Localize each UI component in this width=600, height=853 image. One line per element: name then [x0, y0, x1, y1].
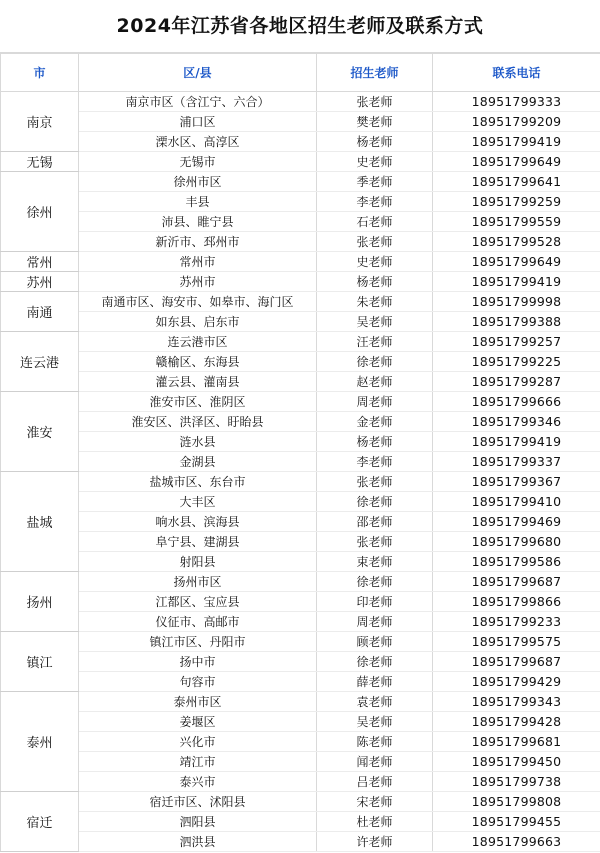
teacher-cell: 杜老师	[317, 812, 433, 832]
city-cell: 淮安	[1, 392, 79, 472]
table-row	[1, 572, 600, 592]
teacher-cell: 徐老师	[317, 352, 433, 372]
phone-cell: 18951799649	[433, 252, 600, 272]
table-row	[1, 372, 600, 392]
teacher-cell: 袁老师	[317, 692, 433, 712]
phone-cell: 18951799419	[433, 432, 600, 452]
district-cell: 泗阳县	[79, 812, 317, 832]
district-cell: 江都区、宝应县	[79, 592, 317, 612]
phone-cell: 18951799337	[433, 452, 600, 472]
table-row	[1, 772, 600, 792]
teacher-cell: 张老师	[317, 232, 433, 252]
table-row	[1, 412, 600, 432]
city-cell: 镇江	[1, 632, 79, 692]
table-row	[1, 452, 600, 472]
phone-cell: 18951799687	[433, 572, 600, 592]
city-cell: 徐州	[1, 172, 79, 252]
district-cell: 姜堰区	[79, 712, 317, 732]
teacher-cell: 束老师	[317, 552, 433, 572]
district-cell: 丰县	[79, 192, 317, 212]
phone-cell: 18951799998	[433, 292, 600, 312]
phone-cell: 18951799649	[433, 152, 600, 172]
table-row	[1, 212, 600, 232]
district-cell: 金湖县	[79, 452, 317, 472]
district-cell: 射阳县	[79, 552, 317, 572]
district-cell: 常州市	[79, 252, 317, 272]
table-row	[1, 512, 600, 532]
table-row	[1, 192, 600, 212]
teacher-cell: 季老师	[317, 172, 433, 192]
table-row	[1, 152, 600, 172]
table-row	[1, 92, 600, 112]
district-cell: 镇江市区、丹阳市	[79, 632, 317, 652]
teacher-cell: 吕老师	[317, 772, 433, 792]
table-body	[1, 92, 600, 852]
header-teacher: 招生老师	[317, 54, 433, 92]
district-cell: 泰兴市	[79, 772, 317, 792]
teacher-cell: 汪老师	[317, 332, 433, 352]
phone-cell: 18951799346	[433, 412, 600, 432]
table-row	[1, 592, 600, 612]
city-cell: 宿迁	[1, 792, 79, 852]
phone-cell: 18951799663	[433, 832, 600, 852]
teacher-cell: 金老师	[317, 412, 433, 432]
table-row	[1, 712, 600, 732]
district-cell: 赣榆区、东海县	[79, 352, 317, 372]
district-cell: 淮安区、洪泽区、盱眙县	[79, 412, 317, 432]
teacher-cell: 吴老师	[317, 312, 433, 332]
district-cell: 盐城市区、东台市	[79, 472, 317, 492]
phone-cell: 18951799680	[433, 532, 600, 552]
district-cell: 徐州市区	[79, 172, 317, 192]
teacher-cell: 杨老师	[317, 432, 433, 452]
district-cell: 连云港市区	[79, 332, 317, 352]
teacher-cell: 张老师	[317, 472, 433, 492]
phone-cell: 18951799666	[433, 392, 600, 412]
teacher-cell: 张老师	[317, 92, 433, 112]
district-cell: 宿迁市区、沭阳县	[79, 792, 317, 812]
teacher-cell: 印老师	[317, 592, 433, 612]
teacher-cell: 石老师	[317, 212, 433, 232]
teacher-cell: 李老师	[317, 192, 433, 212]
city-cell: 苏州	[1, 272, 79, 292]
district-cell: 溧水区、高淳区	[79, 132, 317, 152]
teacher-cell: 徐老师	[317, 572, 433, 592]
city-cell: 泰州	[1, 692, 79, 792]
teacher-cell: 闻老师	[317, 752, 433, 772]
teacher-cell: 邵老师	[317, 512, 433, 532]
city-cell: 南通	[1, 292, 79, 332]
city-cell: 无锡	[1, 152, 79, 172]
phone-cell: 18951799559	[433, 212, 600, 232]
district-cell: 无锡市	[79, 152, 317, 172]
district-cell: 新沂市、邳州市	[79, 232, 317, 252]
phone-cell: 18951799428	[433, 712, 600, 732]
district-cell: 靖江市	[79, 752, 317, 772]
page-title: 2024年江苏省各地区招生老师及联系方式	[0, 0, 600, 53]
phone-cell: 18951799455	[433, 812, 600, 832]
phone-cell: 18951799209	[433, 112, 600, 132]
phone-cell: 18951799586	[433, 552, 600, 572]
phone-cell: 18951799367	[433, 472, 600, 492]
district-cell: 阜宁县、建湖县	[79, 532, 317, 552]
teacher-cell: 周老师	[317, 612, 433, 632]
table-row	[1, 832, 600, 852]
teacher-cell: 朱老师	[317, 292, 433, 312]
table-row	[1, 432, 600, 452]
district-cell: 沛县、睢宁县	[79, 212, 317, 232]
district-cell: 南京市区（含江宁、六合）	[79, 92, 317, 112]
district-cell: 南通市区、海安市、如皋市、海门区	[79, 292, 317, 312]
table-row	[1, 472, 600, 492]
teacher-cell: 薛老师	[317, 672, 433, 692]
table-row	[1, 492, 600, 512]
district-cell: 灌云县、灌南县	[79, 372, 317, 392]
table-row	[1, 632, 600, 652]
table-row	[1, 352, 600, 372]
phone-cell: 18951799808	[433, 792, 600, 812]
phone-cell: 18951799641	[433, 172, 600, 192]
phone-cell: 18951799450	[433, 752, 600, 772]
city-cell: 连云港	[1, 332, 79, 392]
district-cell: 句容市	[79, 672, 317, 692]
table-row	[1, 812, 600, 832]
district-cell: 泰州市区	[79, 692, 317, 712]
header-district: 区/县	[79, 54, 317, 92]
district-cell: 泗洪县	[79, 832, 317, 852]
teacher-cell: 史老师	[317, 252, 433, 272]
teacher-cell: 赵老师	[317, 372, 433, 392]
phone-cell: 18951799419	[433, 272, 600, 292]
district-cell: 仪征市、高邮市	[79, 612, 317, 632]
table-row	[1, 232, 600, 252]
teacher-cell: 许老师	[317, 832, 433, 852]
contact-table	[0, 53, 600, 852]
table-row	[1, 132, 600, 152]
table-row	[1, 692, 600, 712]
phone-cell: 18951799687	[433, 652, 600, 672]
district-cell: 涟水县	[79, 432, 317, 452]
teacher-cell: 史老师	[317, 152, 433, 172]
table-row	[1, 552, 600, 572]
table-row	[1, 292, 600, 312]
phone-cell: 18951799419	[433, 132, 600, 152]
phone-cell: 18951799738	[433, 772, 600, 792]
table-row	[1, 532, 600, 552]
teacher-cell: 杨老师	[317, 272, 433, 292]
teacher-cell: 徐老师	[317, 652, 433, 672]
teacher-cell: 周老师	[317, 392, 433, 412]
table-header-row	[1, 54, 600, 92]
city-cell: 南京	[1, 92, 79, 152]
phone-cell: 18951799259	[433, 192, 600, 212]
district-cell: 如东县、启东市	[79, 312, 317, 332]
teacher-cell: 李老师	[317, 452, 433, 472]
district-cell: 大丰区	[79, 492, 317, 512]
district-cell: 兴化市	[79, 732, 317, 752]
district-cell: 响水县、滨海县	[79, 512, 317, 532]
city-cell: 盐城	[1, 472, 79, 572]
phone-cell: 18951799388	[433, 312, 600, 332]
teacher-cell: 樊老师	[317, 112, 433, 132]
table-row	[1, 612, 600, 632]
phone-cell: 18951799287	[433, 372, 600, 392]
district-cell: 扬州市区	[79, 572, 317, 592]
table-row	[1, 732, 600, 752]
table-row	[1, 272, 600, 292]
city-cell: 常州	[1, 252, 79, 272]
phone-cell: 18951799681	[433, 732, 600, 752]
phone-cell: 18951799233	[433, 612, 600, 632]
phone-cell: 18951799866	[433, 592, 600, 612]
teacher-cell: 张老师	[317, 532, 433, 552]
table-row	[1, 312, 600, 332]
header-city: 市	[1, 54, 79, 92]
table-row	[1, 332, 600, 352]
table-row	[1, 392, 600, 412]
district-cell: 扬中市	[79, 652, 317, 672]
phone-cell: 18951799469	[433, 512, 600, 532]
teacher-cell: 徐老师	[317, 492, 433, 512]
district-cell: 淮安市区、淮阴区	[79, 392, 317, 412]
table-row	[1, 112, 600, 132]
phone-cell: 18951799343	[433, 692, 600, 712]
table-row	[1, 252, 600, 272]
header-phone: 联系电话	[433, 54, 600, 92]
phone-cell: 18951799225	[433, 352, 600, 372]
district-cell: 苏州市	[79, 272, 317, 292]
district-cell: 浦口区	[79, 112, 317, 132]
teacher-cell: 陈老师	[317, 732, 433, 752]
phone-cell: 18951799528	[433, 232, 600, 252]
phone-cell: 18951799575	[433, 632, 600, 652]
table-row	[1, 672, 600, 692]
table-row	[1, 172, 600, 192]
teacher-cell: 宋老师	[317, 792, 433, 812]
phone-cell: 18951799429	[433, 672, 600, 692]
phone-cell: 18951799257	[433, 332, 600, 352]
phone-cell: 18951799410	[433, 492, 600, 512]
teacher-cell: 杨老师	[317, 132, 433, 152]
table-row	[1, 652, 600, 672]
city-cell: 扬州	[1, 572, 79, 632]
teacher-cell: 顾老师	[317, 632, 433, 652]
table-row	[1, 792, 600, 812]
table-row	[1, 752, 600, 772]
phone-cell: 18951799333	[433, 92, 600, 112]
teacher-cell: 吴老师	[317, 712, 433, 732]
